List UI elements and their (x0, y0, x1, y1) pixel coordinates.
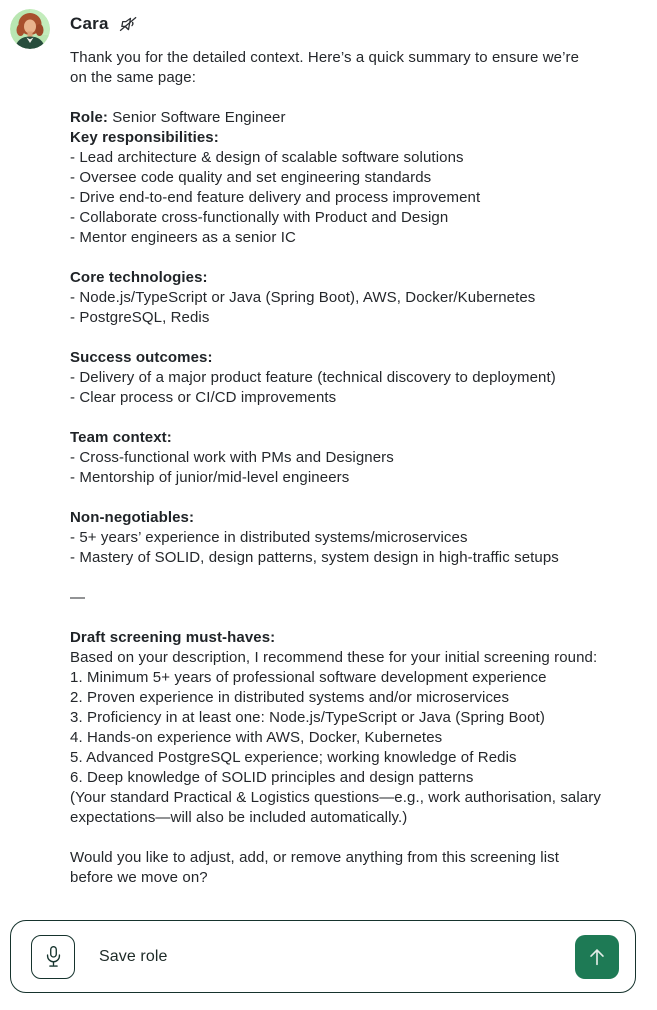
message-line: Role: Senior Software Engineer (70, 109, 286, 126)
message-input[interactable] (97, 947, 565, 967)
message-paragraph (70, 508, 647, 568)
message-line: Thank you for the detailed context. Here’s a quick summary to ensure we’re (70, 49, 580, 66)
message-line: - Collaborate cross-functionally with Product and Design (70, 209, 449, 226)
message-paragraph (70, 48, 647, 88)
message-line: Would you like to adjust, add, or remove anything from this screening list (70, 849, 560, 866)
message-line: 1. Minimum 5+ years of professional software development experience (70, 669, 547, 686)
microphone-icon (44, 945, 63, 969)
message-paragraph (70, 108, 647, 248)
message-line: - Drive end-to-end feature delivery and process improvement (70, 189, 481, 206)
message-body (70, 48, 647, 888)
message-line: on the same page: (70, 69, 196, 86)
message-line: - Mentor engineers as a senior IC (70, 229, 296, 246)
send-button[interactable] (575, 935, 619, 979)
avatar (10, 9, 50, 49)
message-content (70, 0, 647, 888)
message-paragraph (70, 348, 647, 408)
message-line: before we move on? (70, 869, 208, 886)
message-line: Team context: (70, 429, 172, 446)
sound-off-icon[interactable] (118, 16, 139, 32)
message-line: - Cross-functional work with PMs and Designers (70, 449, 394, 466)
message-line: Key responsibilities: (70, 129, 219, 146)
message-line: expectations—will also be included automatically.) (70, 809, 408, 826)
message-line: - 5+ years’ experience in distributed systems/microservices (70, 529, 468, 546)
mic-button[interactable] (31, 935, 75, 979)
message-line: Non-negotiables: (70, 509, 195, 526)
message-line: - Mastery of SOLID, design patterns, system design in high-traffic setups (70, 549, 559, 566)
message-line: — (70, 589, 86, 606)
message-line: 6. Deep knowledge of SOLID principles and design patterns (70, 769, 474, 786)
message-line: - Node.js/TypeScript or Java (Spring Boot), AWS, Docker/Kubernetes (70, 289, 536, 306)
sender-row (70, 13, 647, 35)
message-line: Success outcomes: (70, 349, 213, 366)
message-line: Based on your description, I recommend these for your initial screening round: (70, 649, 598, 666)
message-line: - Oversee code quality and set engineering standards (70, 169, 432, 186)
message-paragraph (70, 848, 647, 888)
message-paragraph (70, 428, 647, 488)
message-line: (Your standard Practical & Logistics questions—e.g., work authorisation, salary (70, 789, 601, 806)
message-line: 5. Advanced PostgreSQL experience; working knowledge of Redis (70, 749, 517, 766)
composer (10, 920, 636, 993)
avatar-image (10, 9, 50, 49)
message-line: Draft screening must-haves: (70, 629, 276, 646)
message-line: - PostgreSQL, Redis (70, 309, 210, 326)
message-paragraph (70, 628, 647, 828)
message-line: - Mentorship of junior/mid-level engineers (70, 469, 350, 486)
message-paragraph (70, 588, 647, 608)
message-paragraph (70, 268, 647, 328)
message-line: - Delivery of a major product feature (technical discovery to deployment) (70, 369, 556, 386)
message-line: 2. Proven experience in distributed systems and/or microservices (70, 689, 510, 706)
message-line: - Lead architecture & design of scalable software solutions (70, 149, 464, 166)
message-line: 3. Proficiency in at least one: Node.js/TypeScript or Java (Spring Boot) (70, 709, 545, 726)
arrow-up-icon (586, 946, 608, 968)
sender-name: Cara (70, 14, 109, 33)
message-line: 4. Hands-on experience with AWS, Docker, Kubernetes (70, 729, 443, 746)
message-line: Core technologies: (70, 269, 208, 286)
message-line: - Clear process or CI/CD improvements (70, 389, 337, 406)
